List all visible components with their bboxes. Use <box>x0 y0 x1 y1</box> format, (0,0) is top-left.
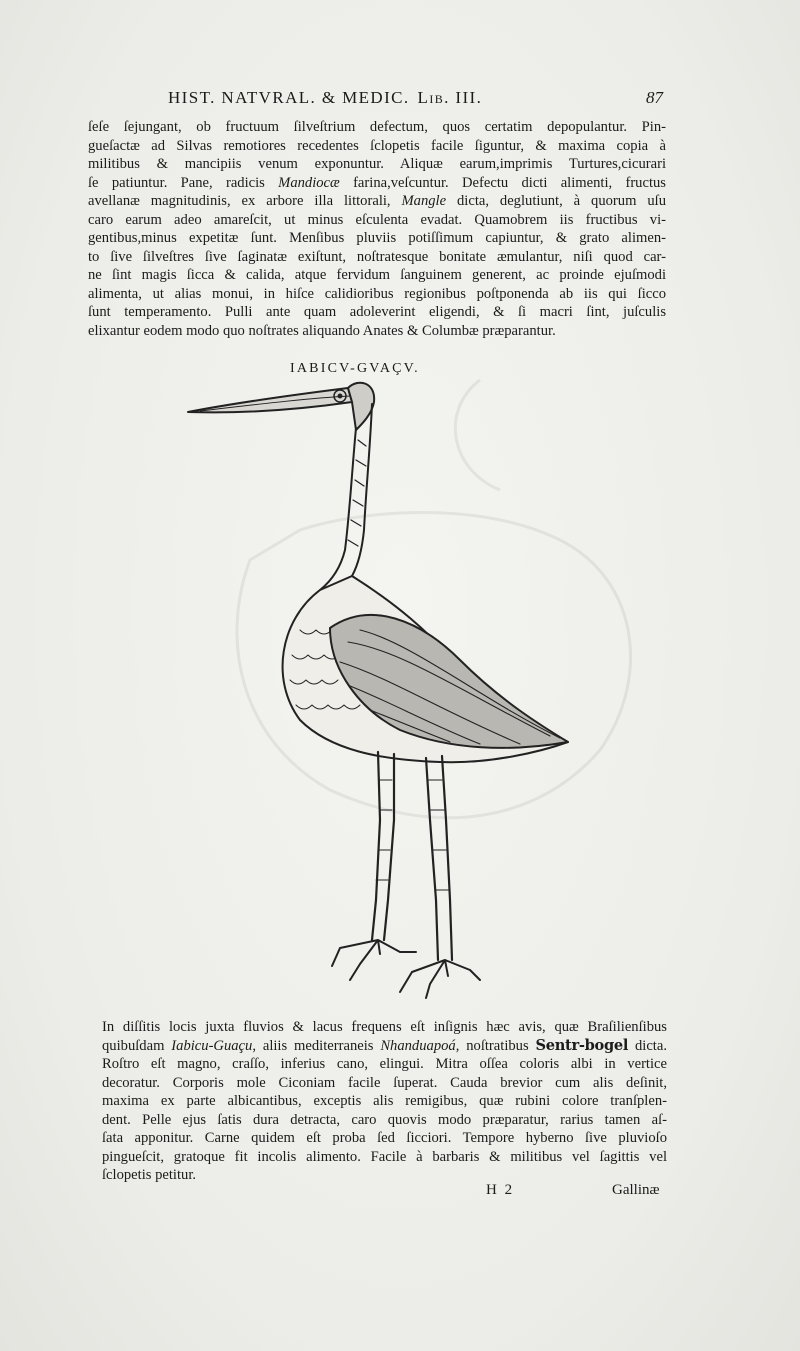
paragraph-upper <box>88 118 666 340</box>
italic-term: Nhanduapoá <box>380 1037 456 1054</box>
text-line: avellanæ magnitudinis, ex arbore illa littorali, Mangle dicta, deglutiunt, à quorum uſu <box>88 193 666 209</box>
running-head <box>168 88 688 108</box>
running-head-book: Lib. III. <box>417 88 483 107</box>
blackletter-term: Sentr-bogel <box>535 1036 629 1054</box>
text-line: alimenta, ut alias monui, in hiſce calidioribus regionibus poſtponenda ab iis qui ſicco <box>88 285 666 302</box>
text-line: ſata apponitur. Carne quidem eſt proba ſed ſicciori. Tempore hyberno ſive pluvioſo <box>102 1130 667 1146</box>
text-line: ne ſint magis ſicca & calida, atque fervidum ſanguinem generent, ac proinde ejuſmodi <box>88 267 666 283</box>
text-line: elixantur eodem modo quo noſtrates aliquando Anates & Columbæ præparantur. <box>88 322 556 339</box>
text-line: gentibus,minus expetitæ ſunt. Menſibus pluviis potiſſimum capiuntur, & grato alimen- <box>88 230 666 246</box>
text-line: ſunt temperamento. Pulli ante quam adoleverint eligendi, & ſi macri ſint, juſculis <box>88 304 666 320</box>
text-line: quibuſdam Iabicu-Guaçu, aliis mediterraneis Nhanduapoá, noſtratibus Sentr-bogel dicta. <box>102 1036 667 1054</box>
text-line: maxima ex parte albicantibus, exceptis alis remigibus, quæ rubini colore tranſplen- <box>102 1093 667 1109</box>
page-number: 87 <box>646 88 663 107</box>
italic-term: Mangle <box>401 193 447 209</box>
paragraph-lower <box>102 1018 667 1185</box>
text-line: to ſive ſilveſtres ſive ſaginatæ exiſtunt, noſtratesque bonitate æmulantur, niſi quod car- <box>88 248 666 265</box>
italic-term: Iabicu-Guaçu <box>171 1037 253 1054</box>
signature-mark: H 2 <box>486 1182 515 1198</box>
text-line: ſclopetis petitur. <box>102 1167 197 1183</box>
running-head-title: HIST. NATVRAL. & MEDIC. <box>168 88 410 107</box>
catchword: Gallinæ <box>612 1182 660 1198</box>
text-line: In diſſitis locis juxta fluvios & lacus frequens eſt inſignis hæc avis, quæ Braſilienſibus <box>102 1019 667 1035</box>
jabiru-woodcut <box>180 380 580 1000</box>
text-line: gueſactæ ad Silvas remotiores recedentes ſclopetis facile ſiguntur, & maxima copia à <box>88 137 666 154</box>
text-line: ſe patiuntur. Pane, radicis Mandiocæ farina,veſcuntur. Defectu dicti alimenti, fructus <box>88 174 666 191</box>
italic-term: Mandiocæ <box>278 174 340 191</box>
text-line: caro earum adeo amareſcit, ut minus eſculenta evadat. Quamobrem iis fructibus vi- <box>88 211 666 228</box>
text-line: decoratur. Corporis mole Ciconiam facile ſuperat. Cauda brevior cum alis deſinit, <box>102 1074 667 1091</box>
text-line: pingueſcit, gratoque fit incolis alimento. Facile à barbaris & militibus vel ſagittis vel <box>102 1148 667 1165</box>
text-line: militibus & mancipiis venum exponuntur. Aliquæ earum,imprimis Turtures,cicurari <box>88 156 666 172</box>
text-line: Roſtro eſt magno, craſſo, inferius cano, elingui. Mitra oſſea coloris albi in vertice <box>102 1056 667 1072</box>
figure-caption: IABICV-GVAÇV. <box>290 361 420 376</box>
bird-illustration <box>180 380 580 1000</box>
text-line: ſeſe ſejungant, ob fructuum ſilveſtrium defectum, quos certatim depopulantur. Pin- <box>88 119 666 135</box>
text-line: dent. Pelle ejus ſatis dura detracta, caro quovis modo præparatur, rarius tamen aſ- <box>102 1111 667 1128</box>
